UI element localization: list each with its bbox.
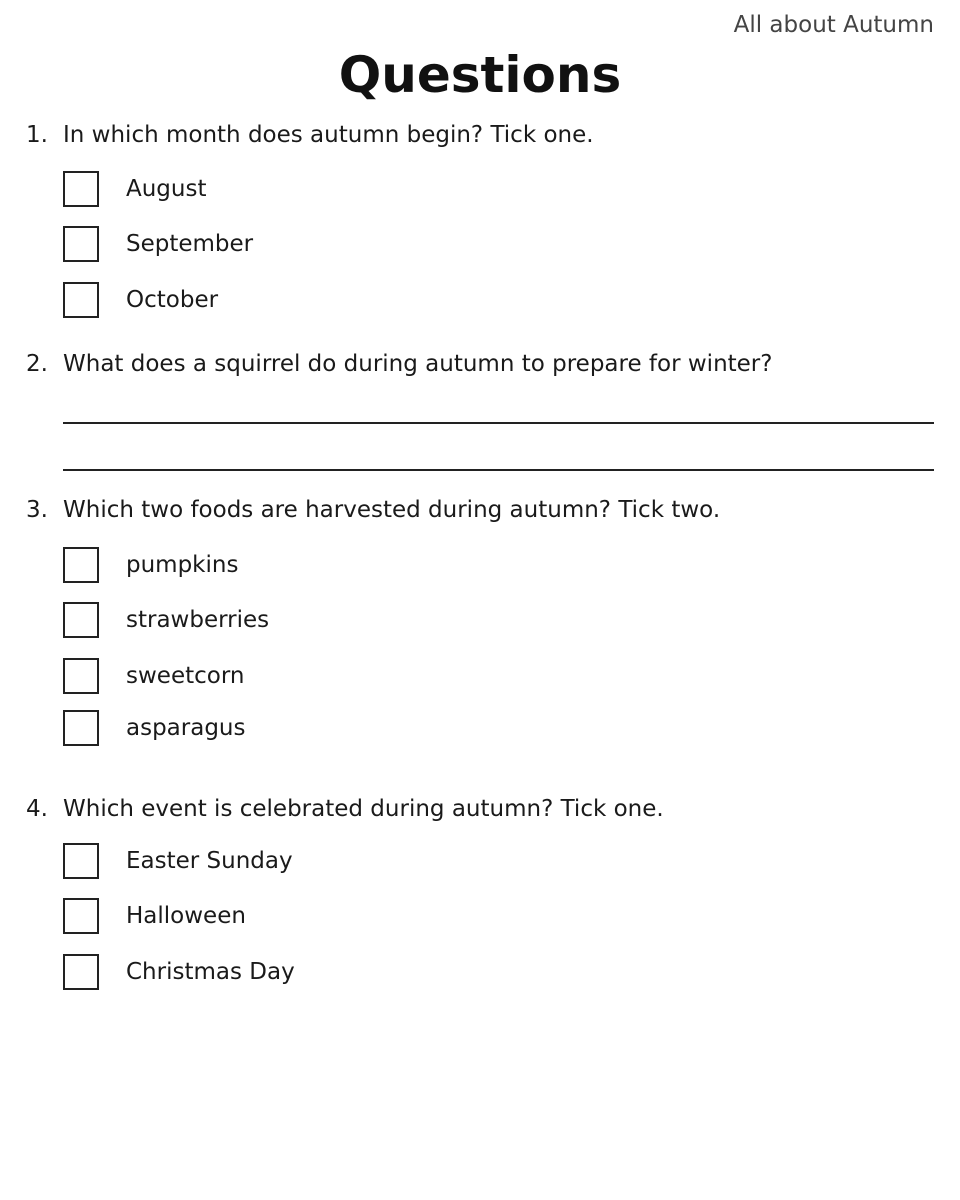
option-label: August [126,176,207,202]
checkbox[interactable] [63,171,99,207]
option-sweetcorn[interactable] [63,658,663,698]
answer-line-1[interactable] [63,422,934,424]
question-1 [0,118,960,152]
question-number: 3. [26,497,48,523]
page-title: Questions [338,46,622,104]
question-text: In which month does autumn begin? Tick one. [63,122,594,148]
question-text: What does a squirrel do during autumn to prepare for winter? [63,351,773,377]
question-text: Which two foods are harvested during autumn? Tick two. [63,497,721,523]
option-label: Christmas Day [126,959,295,985]
question-4 [0,792,960,826]
question-number: 1. [26,122,48,148]
checkbox[interactable] [63,282,99,318]
checkbox[interactable] [63,226,99,262]
checkbox[interactable] [63,658,99,694]
checkbox[interactable] [63,547,99,583]
question-text: Which event is celebrated during autumn? Tick one. [63,796,664,822]
option-september[interactable] [63,226,663,266]
answer-line-2[interactable] [63,469,934,471]
option-label: October [126,287,219,313]
option-august[interactable] [63,171,663,211]
option-christmas-day[interactable] [63,954,663,994]
option-label: sweetcorn [126,663,245,689]
worksheet-topic-label: All about Autumn [733,12,934,38]
question-number: 4. [26,796,48,822]
option-strawberries[interactable] [63,602,663,642]
option-easter-sunday[interactable] [63,843,663,883]
option-label: pumpkins [126,552,239,578]
option-asparagus[interactable] [63,710,663,750]
checkbox[interactable] [63,602,99,638]
option-october[interactable] [63,282,663,322]
checkbox[interactable] [63,898,99,934]
question-3 [0,493,960,527]
option-label: asparagus [126,715,246,741]
option-label: strawberries [126,607,270,633]
option-halloween[interactable] [63,898,663,938]
option-label: Easter Sunday [126,848,293,874]
option-pumpkins[interactable] [63,547,663,587]
question-number: 2. [26,351,48,377]
checkbox[interactable] [63,954,99,990]
question-2 [0,347,960,381]
option-label: September [126,231,254,257]
option-label: Halloween [126,903,246,929]
checkbox[interactable] [63,710,99,746]
checkbox[interactable] [63,843,99,879]
